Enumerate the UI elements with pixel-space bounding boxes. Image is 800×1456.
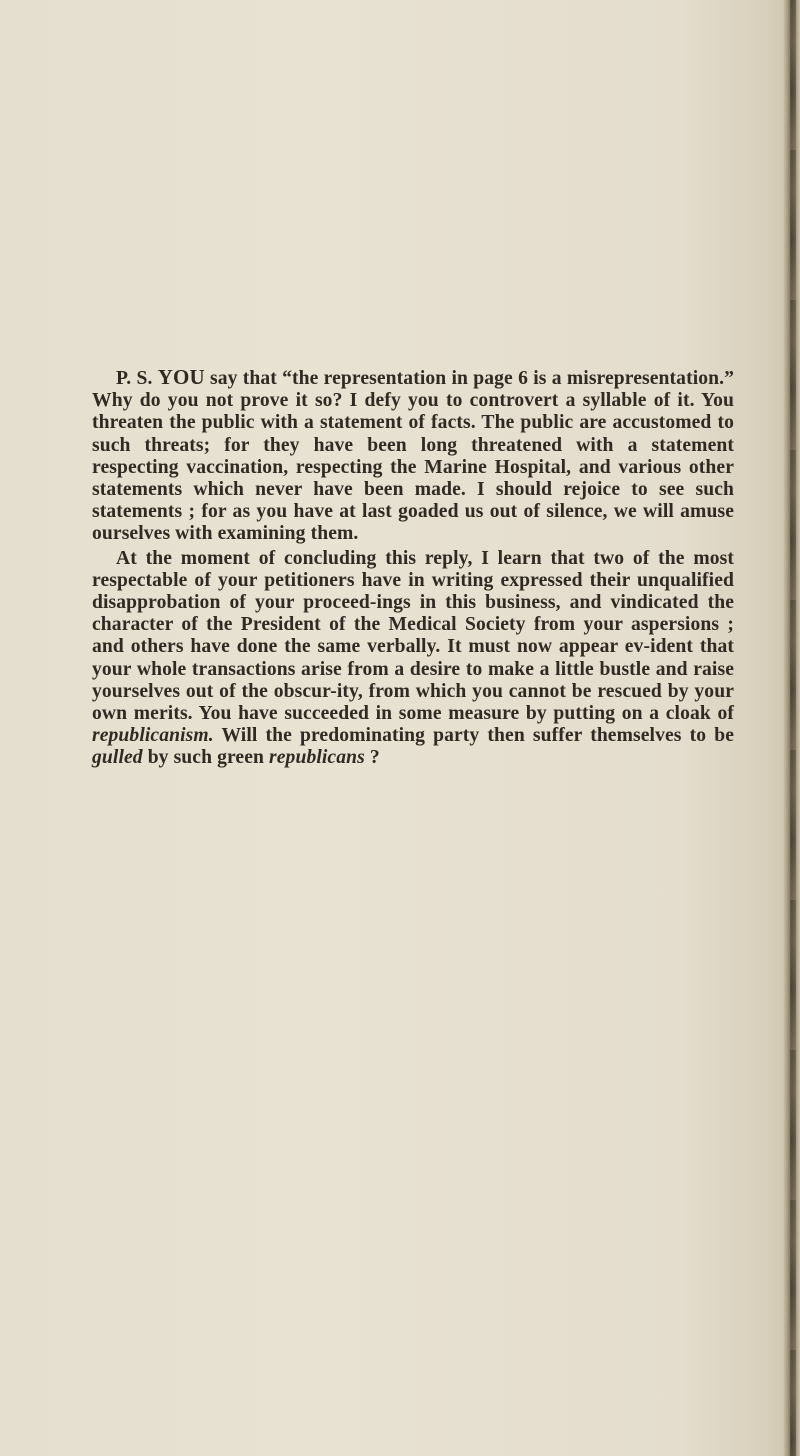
- conclusion-italic-1: republicanism.: [92, 725, 214, 747]
- conclusion-text-2: Will the predominating party then suffer themselves to be: [221, 725, 734, 747]
- conclusion-text-4: ?: [369, 747, 380, 769]
- body-text: [92, 366, 734, 770]
- postscript-lead-word: YOU: [157, 365, 205, 389]
- postscript-body: say that “the representation in page 6 is a misrepresentation.” Why do you not prove it so? I defy you to controvert a syllable of it. You threaten the public with a statement of facts. The public are accustomed to such threats; for they have been long threatened with a statement respecting vaccination, respecting the Marine Hospital, and various other statements which never have been made. I should rejoice to see such statements ; for as you have at last goaded us out of silence, we will amuse ourselves with examining them.: [92, 368, 735, 545]
- binding-edge: [790, 0, 796, 1456]
- conclusion-italic-3: republicans: [269, 747, 365, 769]
- paragraph-conclusion: [92, 548, 734, 770]
- postscript-label: P. S.: [116, 368, 153, 389]
- conclusion-text-3: by such green: [147, 747, 265, 769]
- conclusion-text-1: At the moment of concluding this reply, I learn that two of the most respectable of your petitioners have in writing expressed their unqualified disapprobation of your proceed-ings in this business, and vindicated the character of the President of the Medical Society from your aspersions ; and others have done the same verbally. It must now appear ev-ident that your whole transactions arise from a desire to make a little bustle and raise yourselves out of the obscur-ity, from which you cannot be rescued by your own merits. You have succeeded in some measure by putting on a cloak of: [92, 547, 734, 725]
- paragraph-postscript: [92, 366, 734, 546]
- conclusion-italic-2: gulled: [92, 747, 143, 769]
